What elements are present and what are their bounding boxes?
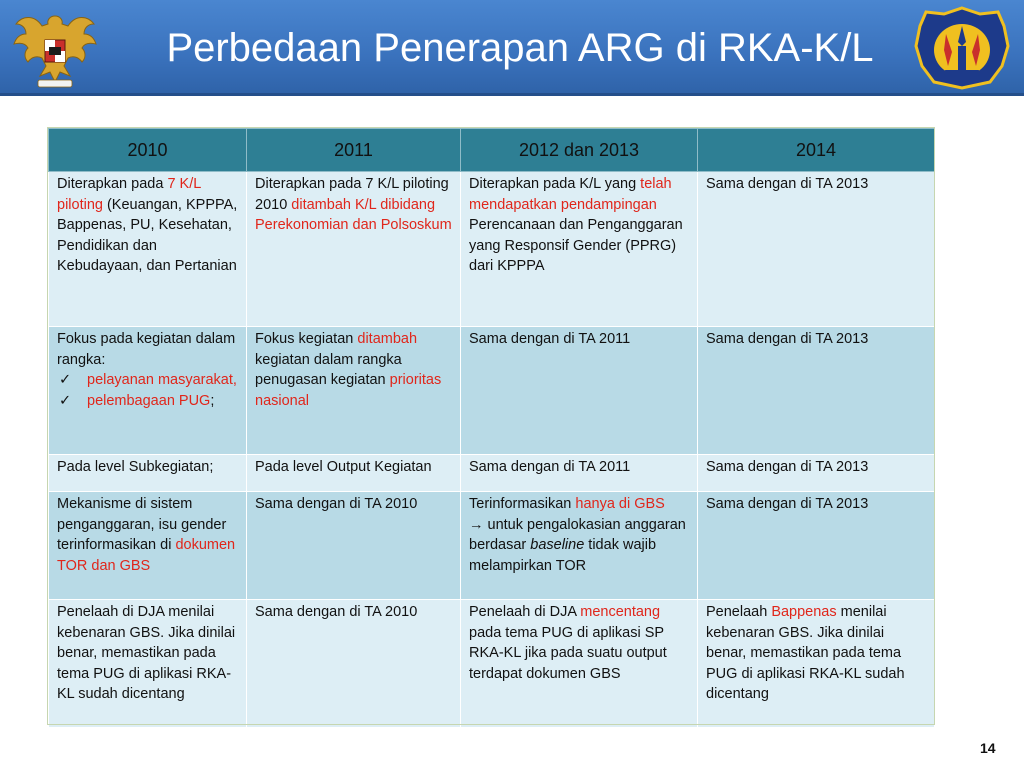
table-cell: Sama dengan di TA 2013 — [698, 172, 935, 327]
table-cell: Sama dengan di TA 2011 — [461, 455, 698, 492]
table-cell: Mekanisme di sistem penganggaran, isu gender terinformasikan di dokumen TOR dan GBS — [49, 492, 247, 600]
table-cell: Sama dengan di TA 2013 — [698, 492, 935, 600]
table-cell: Penelaah Bappenas menilai kebenaran GBS. Jika dinilai benar, memastikan pada tema PUG di aplikasi RKA-KL sudah dicentang — [698, 600, 935, 728]
column-header-2014: 2014 — [698, 129, 935, 172]
table-row — [49, 327, 935, 455]
table-cell: Diterapkan pada 7 K/L piloting 2010 ditambah K/L dibidang Perekonomian dan Polsoskum — [247, 172, 461, 327]
table-row — [49, 492, 935, 600]
arrow-right-icon: → — [469, 516, 484, 533]
column-header-2012-2013: 2012 dan 2013 — [461, 129, 698, 172]
slide-number: 14 — [980, 740, 996, 756]
table-cell: Diterapkan pada K/L yang telah mendapatkan pendampingan Perencanaan dan Penganggaran yang Responsif Gender (PPRG) dari KPPPA — [461, 172, 698, 327]
slide-title: Perbedaan Penerapan ARG di RKA-K/L — [166, 26, 874, 70]
check-icon: ✓ — [59, 392, 72, 409]
check-icon: ✓ — [59, 372, 72, 388]
table-cell: Terinformasikan hanya di GBS → untuk pengalokasian anggaran berdasar baseline tidak wajib melampirkan TOR — [461, 492, 698, 600]
table-cell: Diterapkan pada 7 K/L piloting (Keuangan, KPPPA, Bappenas, PU, Kesehatan, Pendidikan dan Kebudayaan, dan Pertanian — [49, 172, 247, 327]
table-cell: Fokus kegiatan ditambah kegiatan dalam rangka penugasan kegiatan prioritas nasional — [247, 327, 461, 455]
table-cell: Fokus pada kegiatan dalam rangka: ✓ pelayanan masyarakat, ✓ pelembagaan PUG; — [49, 327, 247, 455]
table-cell: Sama dengan di TA 2010 — [247, 600, 461, 728]
column-header-2010: 2010 — [49, 129, 247, 172]
list-item: ✓ pelayanan masyarakat, — [57, 370, 238, 391]
table-cell: Penelaah di DJA mencentang pada tema PUG di aplikasi SP RKA-KL jika pada suatu output terdapat dokumen GBS — [461, 600, 698, 728]
table-cell: Pada level Subkegiatan; — [49, 455, 247, 492]
list-item: ✓ pelembagaan PUG; — [57, 391, 238, 412]
table-header-row — [49, 129, 935, 172]
focus-list — [57, 370, 238, 411]
table-row — [49, 455, 935, 492]
table-row — [49, 172, 935, 327]
slide-header — [0, 0, 1024, 96]
table-row — [49, 600, 935, 728]
table-cell: Sama dengan di TA 2010 — [247, 492, 461, 600]
column-header-2011: 2011 — [247, 129, 461, 172]
table-cell: Pada level Output Kegiatan — [247, 455, 461, 492]
ministry-of-finance-emblem-icon — [914, 6, 1010, 90]
comparison-table — [48, 128, 935, 728]
table-cell: Penelaah di DJA menilai kebenaran GBS. Jika dinilai benar, memastikan pada tema PUG di aplikasi RKA-KL sudah dicentang — [49, 600, 247, 728]
table-cell: Sama dengan di TA 2013 — [698, 327, 935, 455]
table-cell: Sama dengan di TA 2013 — [698, 455, 935, 492]
table-cell: Sama dengan di TA 2011 — [461, 327, 698, 455]
garuda-emblem-icon — [12, 6, 98, 92]
